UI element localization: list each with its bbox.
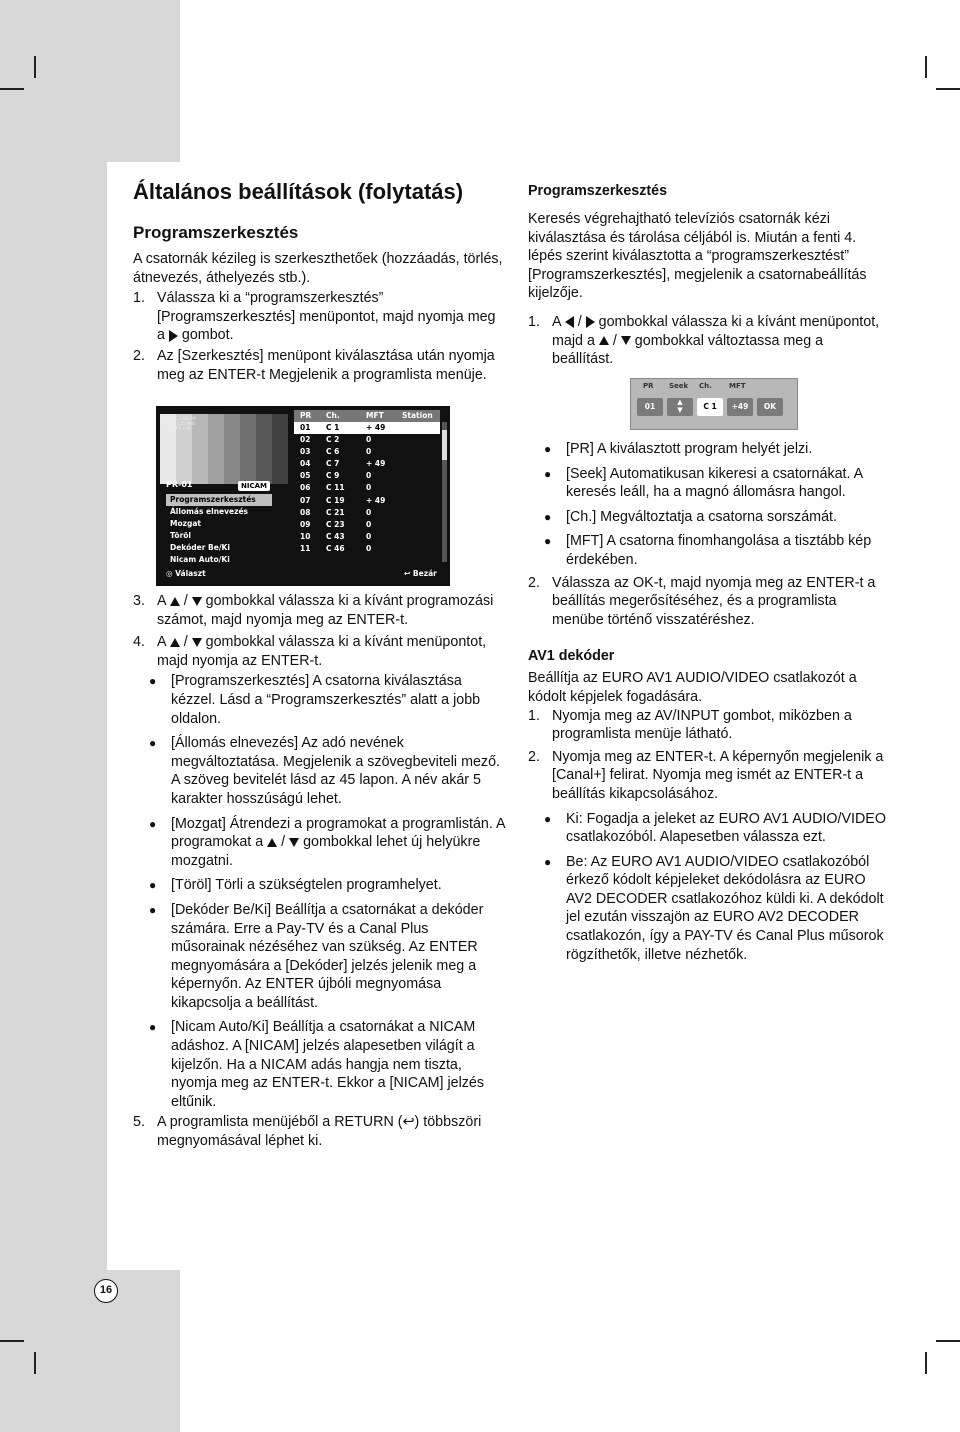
- crop-mark: [34, 56, 36, 78]
- av1-step-1: 1. Nyomja meg az AV/INPUT gombot, miközben a programlista menüje látható.: [528, 707, 852, 743]
- gray-band-top: [0, 0, 180, 162]
- menu-item-nicam[interactable]: Nicam Auto/Ki: [170, 555, 230, 564]
- page-title: Általános beállítások (folytatás): [133, 179, 464, 204]
- av1-intro: Beállítja az EURO AV1 AUDIO/VIDEO csatlakozót a kódolt képjelek fogadására.: [528, 670, 857, 705]
- table-row[interactable]: 02 C 2 0: [300, 435, 372, 445]
- channel-setup-row: [631, 393, 797, 421]
- mft-field[interactable]: +49: [727, 398, 753, 416]
- down-arrow-icon: ▼: [677, 406, 683, 414]
- table-header: PR Ch. MFT Station: [294, 410, 440, 422]
- crop-mark: [0, 88, 24, 90]
- gray-band-bottom: [0, 1270, 180, 1432]
- bullet-item: ● [Ch.] Megváltoztatja a csatorna sorszámát.: [544, 508, 837, 525]
- crop-mark: [925, 1352, 927, 1374]
- bullet-item: ● [Nicam Auto/Ki] Beállítja a csatornákat a NICAM adáshoz. A [NICAM] jelzés alapesetben világít a kijelzőn. Ha a NICAM adás hangja nem tiszta, nyomja meg az ENTER-t. Ekkor a [NICAM] jelzés eltűnik.: [149, 1019, 485, 1110]
- channel-setup-header: PR Seek Ch. MFT: [643, 382, 746, 390]
- step-5: 5. A programlista menüjéből a RETURN (↩) többszöri megnyomásával léphet ki.: [133, 1114, 482, 1150]
- bullet-item: ● [Töröl] Törli a szükségtelen programhelyet.: [149, 877, 442, 894]
- right-step-1: 1. A / gombokkal válassza ki a kívánt menüpontot, majd a / gombokkal változtassa meg a beállítást.: [528, 313, 880, 368]
- table-row[interactable]: 03 C 6 0: [300, 447, 372, 457]
- bullet-icon: ●: [544, 811, 552, 826]
- up-arrow-icon: ▲: [677, 398, 683, 406]
- right-arrow-icon: [586, 316, 595, 328]
- step-2: 2. Az [Szerkesztés] menüpont kiválasztása után nyomja meg az ENTER-t Megjelenik a programlista menüje.: [133, 347, 495, 383]
- menu-item-allomas-elnevezes[interactable]: Állomás elnevezés: [170, 507, 249, 516]
- table-row[interactable]: 04 C 7 + 49: [300, 459, 386, 469]
- table-row[interactable]: 10 C 43 0: [300, 531, 372, 541]
- intro-text: A csatornák kézileg is szerkeszthetőek (hozzáadás, törlés, átnevezés, áthelyezés stb.).: [133, 251, 503, 286]
- bullet-icon: ●: [544, 534, 552, 549]
- menu-item-torol[interactable]: Töröl: [170, 531, 191, 540]
- av1-step-2: 2. Nyomja meg az ENTER-t. A képernyőn megjelenik a [Canal+] felirat. Nyomja meg ismét az ENTER-t a beállítás kikapcsolásához.: [528, 748, 884, 802]
- bullet-item: ● [Állomás elnevezés] Az adó nevének megváltoztatása. Megjelenik a szövegbeviteli mező. A szöveg bevitelét lásd az 45 lapon. A név akár 5 karakter hosszúságú lehet.: [149, 735, 500, 807]
- table-row[interactable]: 11 C 46 0: [300, 543, 372, 553]
- crop-mark: [936, 88, 960, 90]
- bullet-item: ● Ki: Fogadja a jeleket az EURO AV1 AUDIO/VIDEO csatlakozóból. Alapesetben válassza ezt.: [544, 810, 886, 846]
- table-row[interactable]: 07 C 19 + 49: [300, 495, 386, 505]
- menu-item-programszerkesztes[interactable]: Programszerkesztés: [166, 494, 272, 506]
- left-column-bottom: [133, 592, 505, 1151]
- bullet-icon: ●: [149, 902, 157, 917]
- return-icon: ↩: [404, 569, 413, 578]
- right-column-top: [528, 182, 888, 369]
- down-arrow-icon: [192, 597, 202, 606]
- left-arrow-icon: [565, 316, 574, 328]
- step-3: 3. A / gombokkal válassza ki a kívánt programozási számot, majd nyomja meg az ENTER-t.: [133, 593, 494, 628]
- crop-mark: [0, 1340, 24, 1342]
- nicam-badge: NICAM: [238, 481, 270, 491]
- program-menu: [166, 494, 272, 566]
- footer-close: ↩ Bezár: [404, 569, 437, 578]
- step-1: 1. Válassza ki a “programszerkesztés” [Programszerkesztés] menüpontot, majd nyomja meg a gombot.: [133, 290, 496, 344]
- bullet-item: ● [Programszerkesztés] A csatorna kiválasztása kézzel. Lásd a “Programszerkesztés” alatt a jobb oldalon.: [149, 673, 481, 727]
- tv-info: PR 01 C 1 NICAM FREQ 45.25 MHz Auto MFT +49: [162, 416, 196, 431]
- ch-field[interactable]: C 1: [697, 398, 723, 416]
- menu-item-dekoder[interactable]: Dekóder Be/Ki: [170, 543, 230, 552]
- gray-band-left: [0, 162, 107, 1270]
- bullet-item: ● [Seek] Automatikusan kikeresi a csatornákat. A keresés leáll, ha a magnó állomásra hangol.: [544, 465, 863, 501]
- seek-button[interactable]: [667, 398, 693, 416]
- down-arrow-icon: [289, 838, 299, 847]
- program-list-screen: [156, 406, 450, 586]
- table-row[interactable]: 09 C 23 0: [300, 519, 372, 529]
- bullet-item: ● Be: Az EURO AV1 AUDIO/VIDEO csatlakozóból érkező kódolt képjeleket dekódolásra az EURO AV2 DECODER csatlakozóhoz küldi ki. A dekódolt jel ezután visszajön az EURO AV2 DECODER csatlakozón, így a PAY-TV és Canal Plus műsorok rögzíthetők, illetve nézhetők.: [544, 853, 884, 963]
- step-4: 4. A / gombokkal válassza ki a kívánt menüpontot, majd nyomja az ENTER-t.: [133, 634, 487, 669]
- bullet-icon: ●: [149, 878, 157, 893]
- crop-mark: [34, 1352, 36, 1374]
- right-column-bottom: [528, 440, 890, 964]
- bullet-icon: ●: [544, 509, 552, 524]
- footer-select: ◎ Választ: [166, 569, 206, 578]
- bullet-item: ● [Dekóder Be/Ki] Beállítja a csatornákat a dekóder számára. Erre a Pay-TV és a Canal Plus műsorainak nézéséhez van szükség. Az ENTER megnyomására a [Dekóder] jelzés jelenik meg a képernyőn. Az ENTER újbóli megnyomása kikapcsolja a beállítást.: [149, 901, 484, 1011]
- table-row[interactable]: 08 C 21 0: [300, 507, 372, 517]
- scrollbar-thumb[interactable]: [442, 430, 447, 460]
- down-arrow-icon: [621, 336, 631, 345]
- table-row[interactable]: 06 C 11 0: [300, 483, 372, 493]
- bullet-icon: ●: [149, 674, 157, 689]
- bullet-icon: ●: [149, 736, 157, 751]
- bullet-icon: ●: [149, 1020, 157, 1035]
- bullet-icon: ●: [544, 442, 552, 456]
- down-arrow-icon: [192, 638, 202, 647]
- left-column-top: [133, 178, 505, 384]
- program-table: [294, 410, 440, 555]
- crop-mark: [936, 1340, 960, 1342]
- section-title: Programszerkesztés: [133, 223, 299, 242]
- bullet-item: ● [Mozgat] Átrendezi a programokat a programlistán. A programokat a / gombokkal lehet új helyükre mozgatni.: [149, 815, 505, 869]
- right-step-2: 2. Válassza az OK-t, majd nyomja meg az ENTER-t a beállítás megerősítéséhez, és a programlista menübe történő visszatéréshez.: [528, 574, 876, 628]
- up-arrow-icon: [267, 838, 277, 847]
- menu-item-mozgat[interactable]: Mozgat: [170, 519, 201, 528]
- av1-title: AV1 dekóder: [528, 648, 615, 665]
- bullet-item: ● [PR] A kiválasztott program helyét jelzi.: [544, 441, 813, 457]
- pr-field[interactable]: 01: [637, 398, 663, 416]
- return-icon: ↩: [402, 1114, 415, 1131]
- bullet-icon: ●: [544, 466, 552, 481]
- up-arrow-icon: [170, 638, 180, 647]
- ok-button[interactable]: OK: [757, 398, 783, 416]
- up-arrow-icon: [170, 597, 180, 606]
- table-row[interactable]: 05 C 9 0: [300, 471, 372, 481]
- bullet-icon: ●: [544, 854, 552, 869]
- bullet-item: ● [MFT] A csatorna finomhangolása a tisztább kép érdekében.: [544, 533, 872, 568]
- right-intro: Keresés végrehajtható televíziós csatornák kézi kiválasztása és tárolása céljából is. Miután a fenti 4. lépés szerint kiválasztotta a “programszerkesztést” [Programszerkesztés], megjelenik a csatornabeállítás kijelzője.: [528, 211, 867, 302]
- crop-mark: [925, 56, 927, 78]
- table-row[interactable]: 01 C 1 + 49: [294, 422, 440, 434]
- up-arrow-icon: [599, 336, 609, 345]
- channel-setup-screen: [630, 378, 798, 430]
- section-title-right: Programszerkesztés: [528, 183, 668, 199]
- select-icon: ◎: [166, 569, 176, 578]
- right-arrow-icon: [169, 330, 178, 342]
- page-number: 16: [94, 1279, 118, 1303]
- pr-label: PR-01: [166, 480, 193, 489]
- bullet-icon: ●: [149, 816, 157, 831]
